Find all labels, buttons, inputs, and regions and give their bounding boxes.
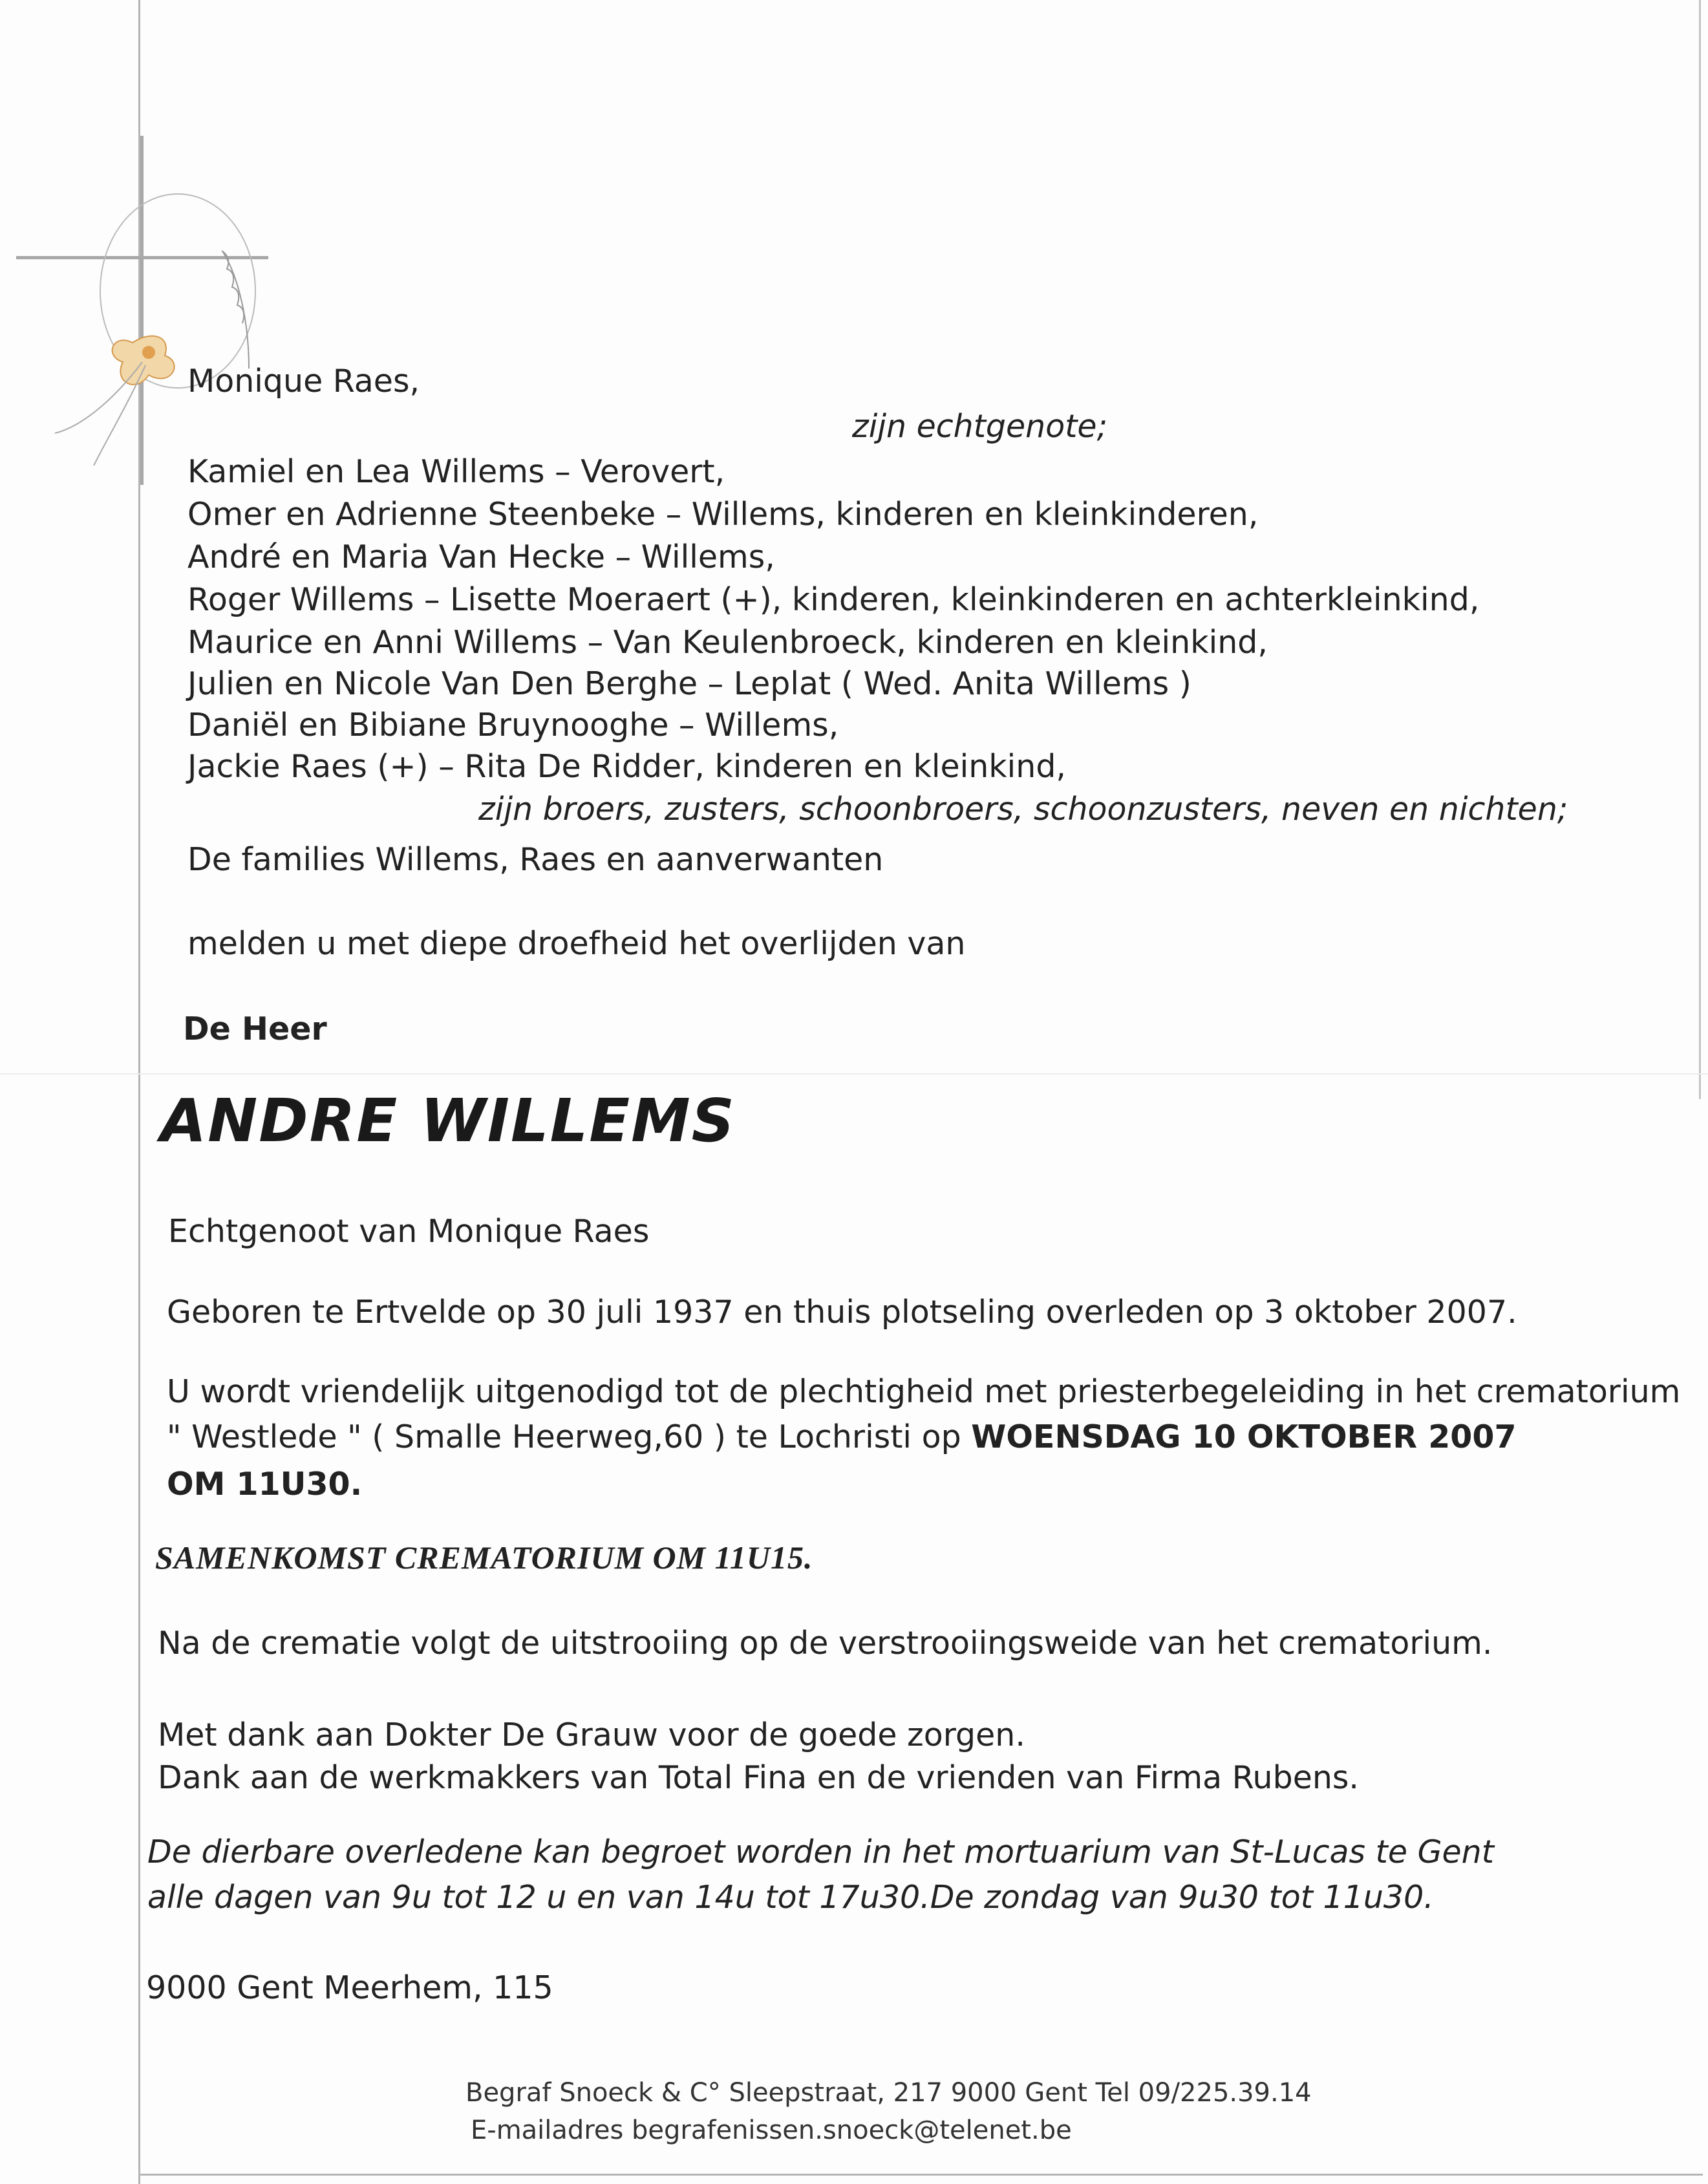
spouse-of: Echtgenoot van Monique Raes <box>168 1213 650 1250</box>
invitation-line-1: U wordt vriendelijk uitgenodigd tot de plechtigheid met priesterbegeleiding in het crematorium <box>167 1373 1681 1410</box>
gathering-time: SAMENKOMST CREMATORIUM OM 11U15. <box>155 1539 813 1576</box>
spouse-role: zijn echtgenote; <box>852 408 1108 445</box>
visit-line: alle dagen van 9u tot 12 u en van 14u tot 17u30.De zondag van 9u30 tot 11u30. <box>147 1879 1434 1916</box>
title-heer: De Heer <box>183 1011 327 1047</box>
family-line: André en Maria Van Hecke – Willems, <box>187 539 775 575</box>
family-line: Daniël en Bibiane Bruynooghe – Willems, <box>187 707 839 744</box>
thanks-line: Met dank aan Dokter De Grauw voor de goede zorgen. <box>158 1717 1025 1753</box>
undertaker-address: Begraf Snoeck & C° Sleepstraat, 217 9000 Gent Tel 09/225.39.14 <box>465 2078 1312 2108</box>
family-line: Jackie Raes (+) – Rita De Ridder, kinderen en kleinkind, <box>187 748 1067 785</box>
frame-bottom-border <box>138 2174 1703 2176</box>
families-line: De families Willems, Raes en aanverwanten <box>187 841 884 878</box>
visit-line: De dierbare overledene kan begroet worden in het mortuarium van St-Lucas te Gent <box>147 1834 1494 1870</box>
venue-text: " Westlede " ( Smalle Heerweg,60 ) te Lochristi op <box>167 1419 972 1455</box>
paper-fold-line <box>0 1073 1708 1075</box>
family-line: Maurice en Anni Willems – Van Keulenbroeck, kinderen en kleinkind, <box>187 624 1268 661</box>
family-line: Kamiel en Lea Willems – Verovert, <box>187 453 725 490</box>
home-address: 9000 Gent Meerhem, 115 <box>146 1969 553 2006</box>
deceased-name: ANDRE WILLEMS <box>160 1086 736 1155</box>
family-line: Roger Willems – Lisette Moeraert (+), kinderen, kleinkinderen en achterkleinkind, <box>187 581 1480 618</box>
invitation-line-2 <box>167 1418 1708 1457</box>
announcement: melden u met diepe droefheid het overlijden van <box>187 925 966 962</box>
ceremony-date: WOENSDAG 10 OKTOBER 2007 <box>971 1419 1517 1455</box>
birth-death-line: Geboren te Ertvelde op 30 juli 1937 en thuis plotseling overleden op 3 oktober 2007. <box>167 1294 1517 1331</box>
ceremony-time: OM 11U30. <box>167 1466 363 1503</box>
undertaker-footer <box>465 2074 1312 2149</box>
undertaker-email: E-mailadres begrafenissen.snoeck@telenet.be <box>471 2115 1072 2145</box>
family-role: zijn broers, zusters, schoonbroers, schoonzusters, neven en nichten; <box>478 791 1568 828</box>
spouse-name: Monique Raes, <box>187 363 420 400</box>
family-line: Julien en Nicole Van Den Berghe – Leplat ( Wed. Anita Willems ) <box>187 665 1191 702</box>
thanks-line: Dank aan de werkmakkers van Total Fina en de vrienden van Firma Rubens. <box>158 1759 1360 1796</box>
cross-lily-icon <box>16 129 288 491</box>
scattering-line: Na de crematie volgt de uitstrooiing op de verstrooiingsweide van het crematorium. <box>158 1625 1493 1662</box>
family-line: Omer en Adrienne Steenbeke – Willems, kinderen en kleinkinderen, <box>187 496 1259 533</box>
